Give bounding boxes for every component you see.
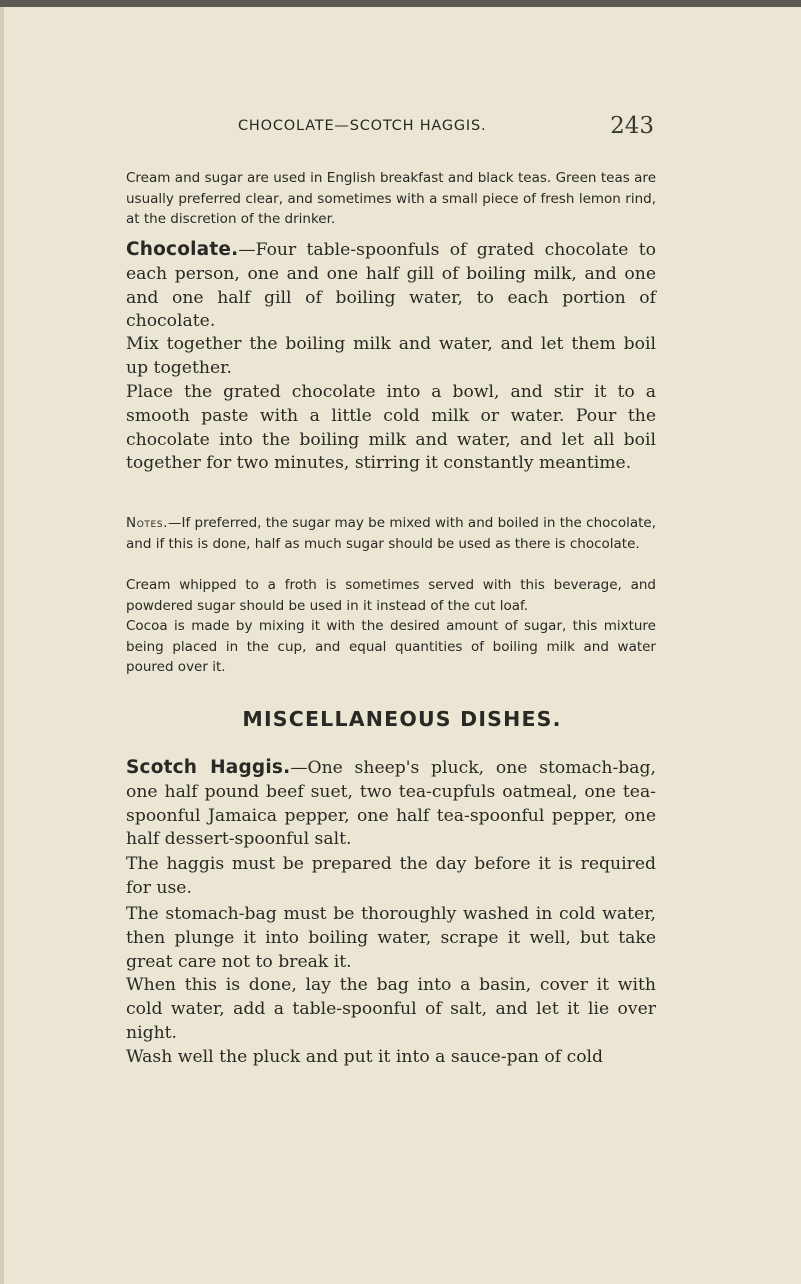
- chocolate-intro-paragraph: [126, 238, 656, 334]
- haggis-intro-paragraph: [126, 756, 656, 852]
- chocolate-intro-text: —Four table-spoonfuls of grated chocolate to each person, one and one half gill of boiling milk, and one and one half gill of boiling water, to each portion of chocolate.: [126, 240, 656, 332]
- section-title: MISCELLANEOUS DISHES.: [242, 707, 562, 731]
- haggis-paragraph: The stomach-bag must be thoroughly washed in cold water, then plunge it into boiling water, scrape it well, but take great care not to break it.: [126, 904, 656, 972]
- chocolate-heading: Chocolate.: [126, 239, 239, 260]
- haggis-heading: Scotch Haggis.: [126, 757, 291, 778]
- chocolate-note-text: —If preferred, the sugar may be mixed with and boiled in the chocolate, and if this is done, half as much sugar should be used as there is chocolate.: [126, 515, 656, 552]
- haggis-paragraph: When this is done, lay the bag into a basin, cover it with cold water, add a table-spoonful of salt, and let it lie over night.: [126, 975, 656, 1043]
- haggis-intro-text: —One sheep's pluck, one stomach-bag, one half pound beef suet, two tea-cupfuls oatmeal, one tea-spoonful Jamaica pepper, one half tea-spoonful pepper, one half dessert-spoonful salt.: [126, 758, 656, 850]
- notes-label: Notes.: [126, 515, 168, 531]
- chocolate-paragraph: Mix together the boiling milk and water, and let them boil up together.: [126, 334, 656, 378]
- page-number: 243: [610, 113, 654, 139]
- running-title: CHOCOLATE—SCOTCH HAGGIS.: [238, 118, 487, 134]
- haggis-paragraph: The haggis must be prepared the day before it is required for use.: [126, 854, 656, 898]
- page-left-edge: [0, 7, 4, 1284]
- chocolate-note: [126, 513, 656, 554]
- scan-top-rule: [0, 0, 801, 7]
- haggis-paragraph: Wash well the pluck and put it into a sauce-pan of cold: [126, 1047, 604, 1067]
- running-head: [238, 113, 654, 142]
- tea-notes-paragraph: Cream and sugar are used in English breakfast and black teas. Green teas are usually preferred clear, and sometimes with a small piece of fresh lemon rind, at the discretion of the drinker.: [126, 170, 656, 228]
- chocolate-paragraph: Place the grated chocolate into a bowl, and stir it to a smooth paste with a little cold milk or water. Pour the chocolate into the boiling milk and water, and let all boil together for two minutes, stirring it constantly meantime.: [126, 382, 656, 474]
- chocolate-note: Cocoa is made by mixing it with the desired amount of sugar, this mixture being placed in the cup, and equal quantities of boiling milk and water poured over it.: [126, 618, 656, 676]
- chocolate-note: Cream whipped to a froth is sometimes served with this beverage, and powdered sugar should be used in it instead of the cut loaf.: [126, 577, 656, 614]
